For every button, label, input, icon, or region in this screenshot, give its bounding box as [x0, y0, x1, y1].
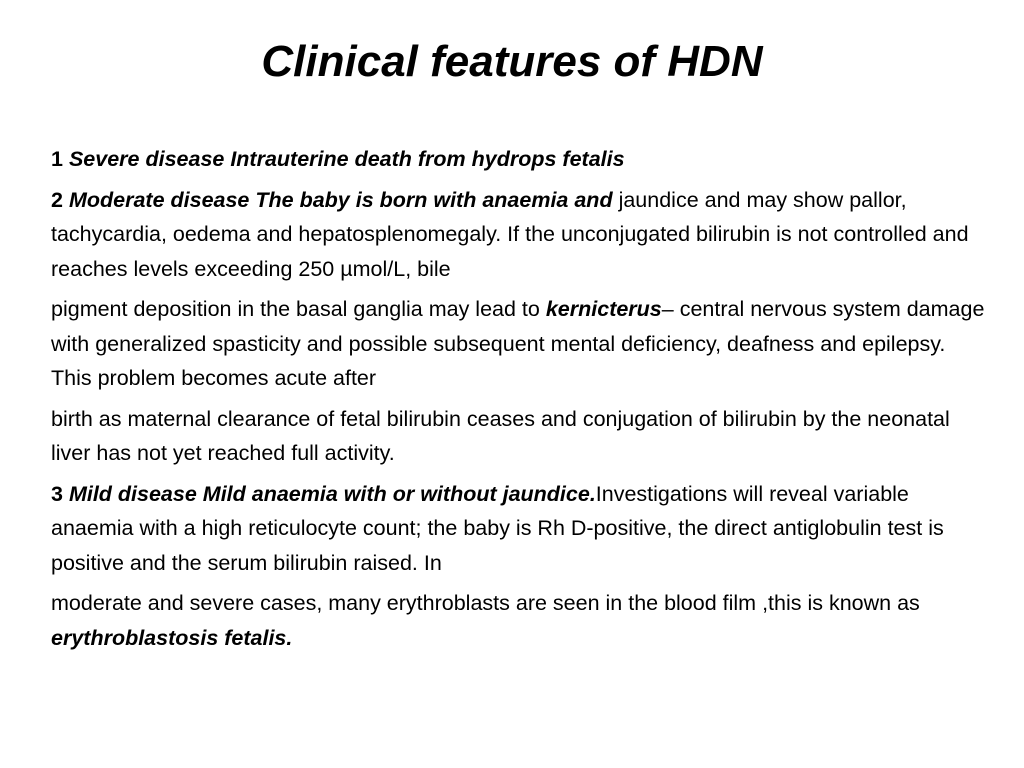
mild-disease-text: Investigations will reveal variable anaemia with a high reticulocyte count; the baby is Rh D-positive, the direct antiglobulin test is positive and the serum bilirubin raised. In: [51, 481, 944, 575]
severe-disease-heading: Severe disease Intrauterine death from hydrops fetalis: [68, 147, 625, 171]
item-number-2: 2: [51, 187, 63, 212]
erythroblastosis-text-before: moderate and severe cases, many erythroblasts are seen in the blood film ,this is known as: [51, 591, 920, 615]
moderate-disease-text: jaundice and may show pallor, tachycardia, oedema and hepatosplenomegaly. If the unconjugated bilirubin is not controlled and reaches levels exceeding 250 µmol/L, bile: [51, 187, 969, 281]
kernicterus-term: kernicterus: [545, 297, 662, 321]
slide-body: [51, 142, 991, 661]
paragraph-neonatal-liver: [51, 402, 991, 471]
paragraph-kernicterus: [51, 292, 991, 396]
item-number-3: 3: [51, 481, 63, 506]
mild-disease-heading: Mild disease Mild anaemia with or without jaundice.: [68, 481, 596, 506]
item-number-1: 1: [51, 147, 63, 171]
neonatal-liver-text: birth as maternal clearance of fetal bilirubin ceases and conjugation of bilirubin by the neonatal liver has not yet reached full activity.: [51, 406, 950, 465]
paragraph-moderate-disease: [51, 183, 991, 287]
paragraph-mild-disease: [51, 477, 991, 581]
kernicterus-text-after: – central nervous system damage with generalized spasticity and possible subsequent mental deficiency, deafness and epilepsy. This problem becomes acute after: [51, 297, 985, 390]
slide-title: Clinical features of HDN: [261, 37, 763, 86]
moderate-disease-heading: Moderate disease The baby is born with anaemia and: [68, 187, 613, 212]
paragraph-erythroblastosis: [51, 586, 991, 655]
kernicterus-text-before: pigment deposition in the basal ganglia may lead to: [51, 297, 540, 321]
paragraph-severe-disease: [51, 142, 991, 177]
erythroblastosis-term: erythroblastosis fetalis.: [51, 625, 293, 650]
